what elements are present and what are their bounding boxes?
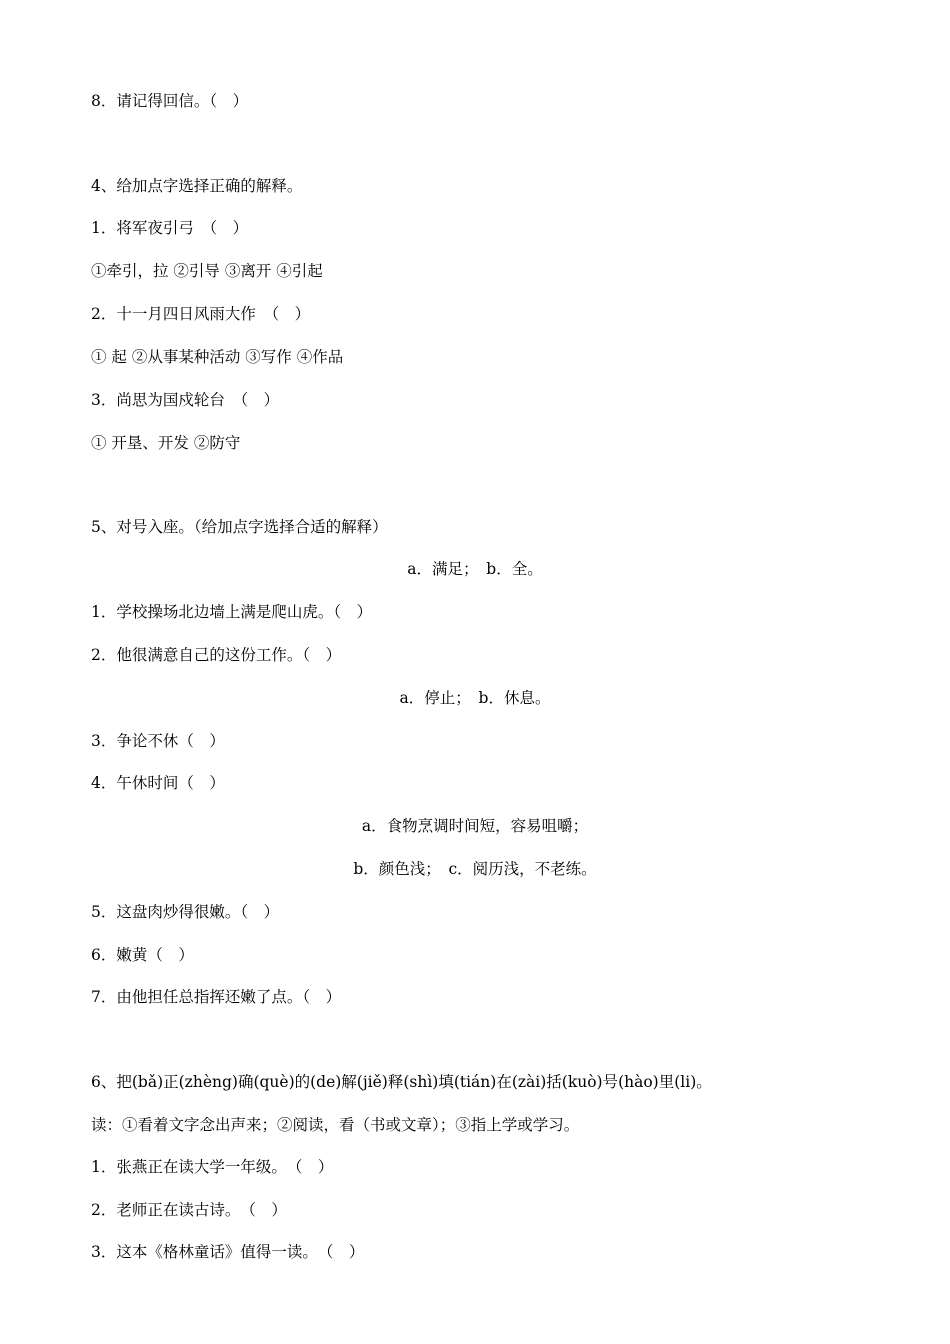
s5-group3-options-a: a．食物烹调时间短，容易咀嚼； (361, 817, 589, 835)
s4-q2: 2．十一月四日风雨大作 （ ） (91, 305, 311, 323)
s6-definitions: 读：①看着文字念出声来；②阅读，看（书或文章）；③指上学或学习。 (91, 1116, 580, 1134)
s4-q1-options: ①牵引，拉 ②引导 ③离开 ④引起 (91, 262, 323, 280)
s4-q3-options: ① 开垦、开发 ②防守 (91, 434, 241, 452)
s4-q3: 3．尚思为国戍轮台 （ ） (91, 391, 280, 409)
s6-q1: 1．张燕正在读大学一年级。 （ ） (91, 1158, 334, 1176)
s4-q1: 1．将军夜引弓 （ ） (91, 219, 249, 237)
s5-q6: 6．嫩黄（ ） (91, 946, 194, 964)
s5-group2-options: a．停止； b．休息。 (399, 689, 551, 707)
s5-q3: 3．争论不休（ ） (91, 732, 225, 750)
q8-line: 8．请记得回信。（ ） (91, 92, 249, 110)
section-6-heading: 6、把(bǎ)正(zhèng)确(què)的(de)解(jiě)释(shì)填(tián)在(zài)括(kuò)号(hào)里(li)。 (91, 1073, 712, 1091)
s6-q2: 2．老师正在读古诗。 （ ） (91, 1201, 287, 1219)
s5-q2: 2．他很满意自己的这份工作。（ ） (91, 646, 342, 664)
s5-group3-options-bc: b．颜色浅； c．阅历浅，不老练。 (353, 860, 597, 878)
s5-q4: 4．午休时间（ ） (91, 774, 225, 792)
s5-group1-options: a．满足； b．全。 (407, 560, 543, 578)
s6-q3: 3．这本《格林童话》值得一读。 （ ） (91, 1243, 365, 1261)
s5-q7: 7．由他担任总指挥还嫩了点。（ ） (91, 988, 342, 1006)
s4-q2-options: ① 起 ②从事某种活动 ③写作 ④作品 (91, 348, 344, 366)
s5-q1: 1．学校操场北边墙上满是爬山虎。（ ） (91, 603, 373, 621)
section-4-heading: 4、给加点字选择正确的解释。 (91, 177, 303, 195)
section-5-heading: 5、对号入座。（给加点字选择合适的解释） (91, 518, 388, 536)
s5-q5: 5．这盘肉炒得很嫩。（ ） (91, 903, 280, 921)
